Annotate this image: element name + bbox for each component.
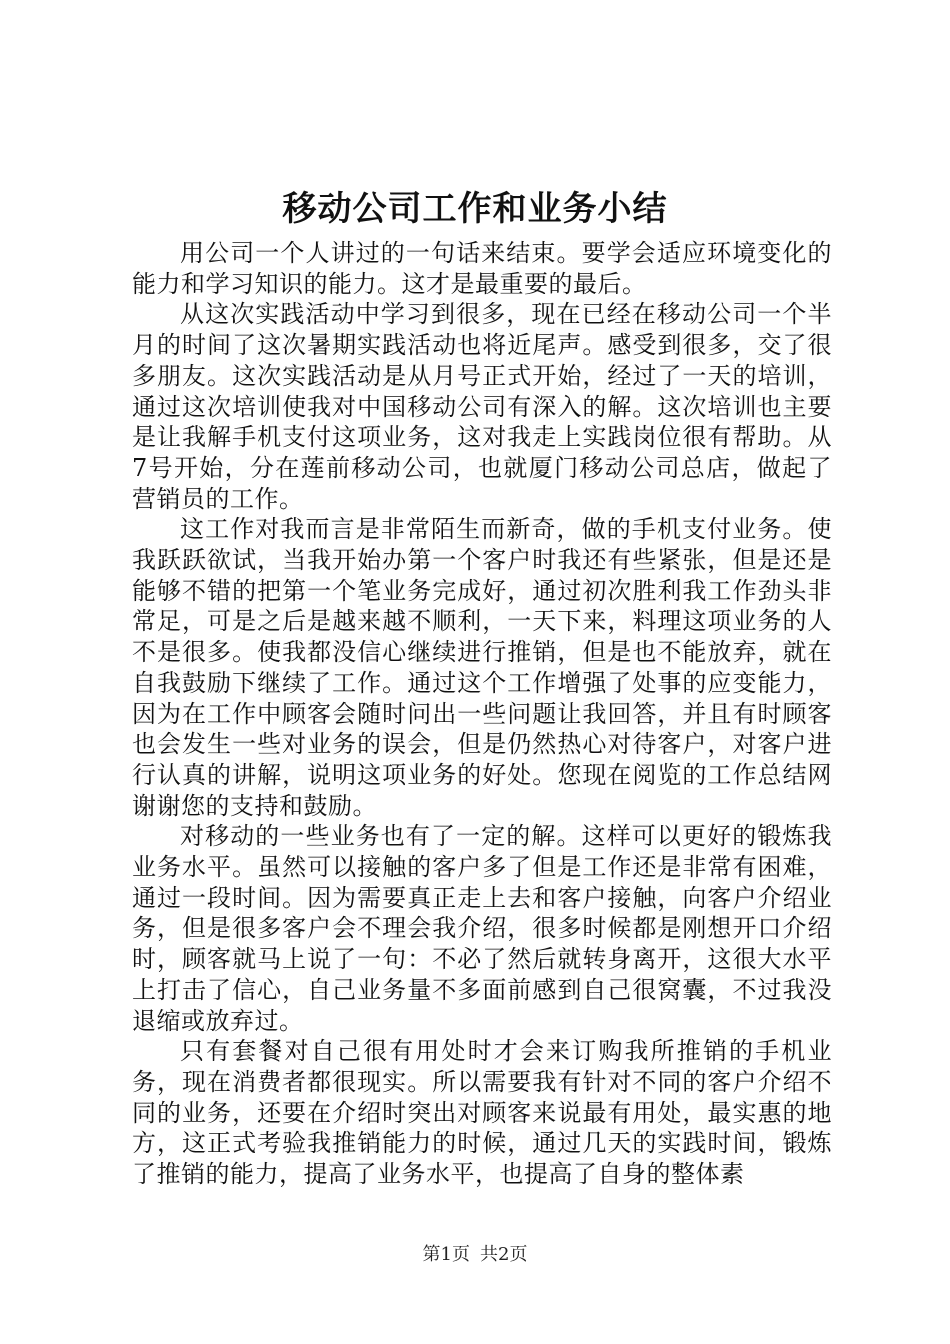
page-total: 共2页 bbox=[480, 1244, 528, 1265]
paragraph: 对移动的一些业务也有了一定的解。这样可以更好的锻炼我业务水平。虽然可以接触的客户多了但是工作还是非常有困难，通过一段时间。因为需要真正走上去和客户接触，向客户介绍业务，但是很多客户会不理会我介绍，很多时候都是刚想开口介绍时，顾客就马上说了一句：不必了然后就转身离开，这很大水平上打击了信心，自己业务量不多面前感到自己很窝囊，不过我没退缩或放弃过。 bbox=[132, 822, 832, 1035]
page-number: 第1页 bbox=[422, 1244, 470, 1265]
document-title: 移动公司工作和业务小结 bbox=[282, 189, 668, 229]
paragraph: 从这次实践活动中学习到很多，现在已经在移动公司一个半月的时间了这次暑期实践活动也将近尾声。感受到很多，交了很多朋友。这次实践活动是从月号正式开始，经过了一天的培训，通过这次培训使我对中国移动公司有深入的解。这次培训也主要是让我解手机支付这项业务，这对我走上实践岗位很有帮助。从7号开始，分在莲前移动公司，也就厦门移动公司总店，做起了营销员的工作。 bbox=[132, 300, 832, 513]
paragraph: 用公司一个人讲过的一句话来结束。要学会适应环境变化的能力和学习知识的能力。这才是最重要的最后。 bbox=[132, 239, 832, 298]
paragraph: 只有套餐对自己很有用处时才会来订购我所推销的手机业务，现在消费者都很现实。所以需要我有针对不同的客户介绍不同的业务，还要在介绍时突出对顾客来说最有用处，最实惠的地方，这正式考验我推销能力的时候，通过几天的实践时间，锻炼了推销的能力，提高了业务水平，也提高了自身的整体素 bbox=[132, 1037, 832, 1189]
page-footer bbox=[0, 1243, 950, 1267]
document-body bbox=[132, 238, 832, 1190]
paragraph: 这工作对我而言是非常陌生而新奇，做的手机支付业务。使我跃跃欲试，当我开始办第一个客户时我还有些紧张，但是还是能够不错的把第一个笔业务完成好，通过初次胜利我工作劲头非常足，可是之后是越来越不顺利，一天下来，料理这项业务的人不是很多。使我都没信心继续进行推销，但是也不能放弃，就在自我鼓励下继续了工作。通过这个工作增强了处事的应变能力，因为在工作中顾客会随时问出一些问题让我回答，并且有时顾客也会发生一些对业务的误会，但是仍然热心对待客户，对客户进行认真的讲解，说明这项业务的好处。您现在阅览的工作总结网谢谢您的支持和鼓励。 bbox=[132, 515, 832, 820]
